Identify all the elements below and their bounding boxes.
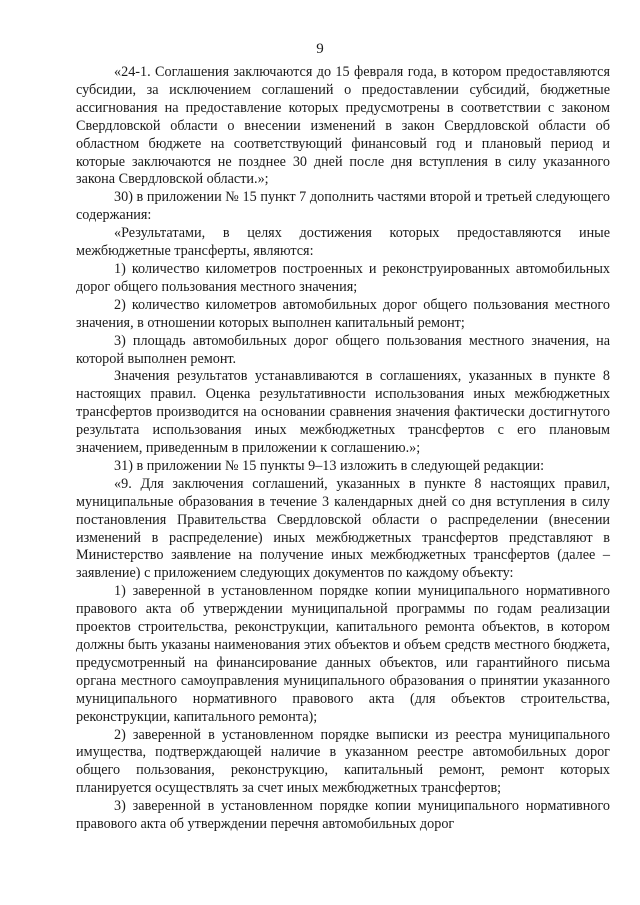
paragraph-document-2: 2) заверенной в установленном порядке выписки из реестра муниципального имущества, подтверждающей наличие в указанном реестре автомобильных дорог общего пользования, реконструкцию, капитальный ремонт, ремонт которых планируется осуществлять за счет иных межбюджетных трансфертов; <box>76 726 610 797</box>
paragraph-item-31: 31) в приложении № 15 пункты 9–13 изложить в следующей редакции: <box>114 457 545 474</box>
paragraph-item-30: 30) в приложении № 15 пункт 7 дополнить частями второй и третьей следующего содержания: <box>76 189 610 224</box>
paragraph-result-1: 1) количество километров построенных и реконструированных автомобильных дорог общего пользования местного значения; <box>76 260 610 295</box>
paragraph-results-values: Значения результатов устанавливаются в соглашениях, указанных в пункте 8 настоящих правил. Оценка результативности использования иных межбюджетных трансфертов производится на основании сравнения значения фактически достигнутого результата использования иных межбюджетных трансфертов с его плановым значением, приведенным в приложении к соглашению.»; <box>76 368 610 457</box>
paragraph-results-intro: «Результатами, в целях достижения которых предоставляются иные межбюджетные трансферты, являются: <box>76 225 610 260</box>
page-number: 9 <box>316 41 324 57</box>
paragraph-24-1: «24-1. Соглашения заключаются до 15 февраля года, в котором предоставляются субсидии, за исключением соглашений о предоставлении субсидий, бюджетные ассигнования на предоставление которых предусмотрены в соответствии с законом Свердловской области о внесении изменений в закон Свердловской области об областном бюджете на соответствующий финансовый год и плановый период и которые заключаются не позднее 30 дней после дня вступления в силу указанного закона Свердловской области.»; <box>76 64 610 188</box>
paragraph-result-2: 2) количество километров автомобильных дорог общего пользования местного значения, в отношении которых выполнен капитальный ремонт; <box>76 296 610 331</box>
paragraph-document-1: 1) заверенной в установленном порядке копии муниципального нормативного правового акта об утверждении муниципальной программы по годам реализации проектов строительства, реконструкции, капитального ремонта объектов, в котором должны быть указаны наименования этих объектов и объем средств местного бюджета, предусмотренный на финансирование данных объектов, или гарантийного письма органа местного самоуправления муниципального образования о принятии указанного муниципального нормативного правового акта (для объектов строительства, реконструкции, капитального ремонта); <box>76 583 610 725</box>
paragraph-result-3: 3) площадь автомобильных дорог общего пользования местного значения, на которой выполнен ремонт. <box>76 332 610 367</box>
paragraph-document-3: 3) заверенной в установленном порядке копии муниципального нормативного правового акта об утверждении перечня автомобильных дорог <box>76 798 610 833</box>
document-body <box>76 64 610 834</box>
paragraph-point-9: «9. Для заключения соглашений, указанных в пункте 8 настоящих правил, муниципальные образования в течение 3 календарных дней со дня вступления в силу постановления Правительства Свердловской области о распределении (внесении изменений в распределение) иных межбюджетных трансфертов представляют в Министерство заявление на получение иных межбюджетных трансфертов (далее – заявление) с приложением следующих документов по каждому объекту: <box>76 475 610 582</box>
